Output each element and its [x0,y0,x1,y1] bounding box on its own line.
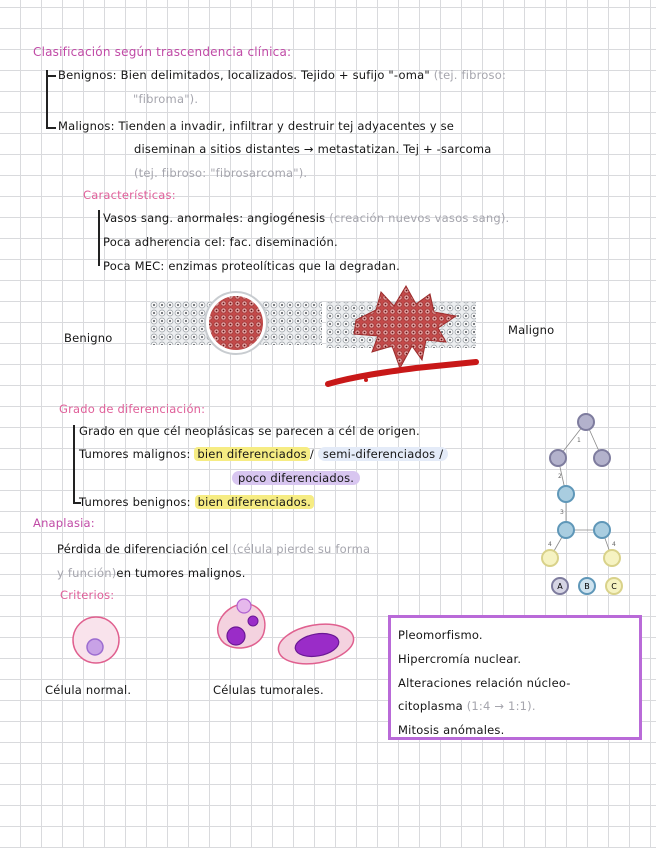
node-differentiated-2 [604,550,620,566]
malignos-text-2a: diseminan a sitios distantes [134,142,301,156]
node-stem-cell [578,414,594,430]
section-heading-clasificacion: Clasificación según trascendencia clínica: [33,45,292,59]
diferenciacion-line-3 [232,471,360,485]
caract-text-1: Vasos sang. anormales: angiogénesis [103,211,326,225]
legend-label-a: A [557,582,563,591]
benign-tumor-illustration [150,293,322,353]
tumores-benignos-label: Tumores benignos: [79,495,191,509]
diferenciacion-line-1: Grado en que cél neoplásicas se parecen a cél de origen. [79,424,420,438]
highlight-semi-diferenciados: semi-diferenciados / [318,447,449,461]
bracket-tick [46,127,56,129]
node-differentiated-1 [542,550,558,566]
anaplasia-note-1: (célula pierde su forma [232,542,371,556]
malignos-label: Malignos: [58,119,115,133]
anaplasia-text-2: en tumores malignos. [116,566,246,580]
arrow-icon: → [303,142,314,156]
node-intermediate [558,486,574,502]
caracteristicas-item-3: Poca MEC: enzimas proteolíticas que la degradan. [103,259,400,273]
separator: / [309,447,314,461]
tumores-malignos-label: Tumores malignos: [79,447,191,461]
caract-note-1: (creación nuevos vasos sang). [329,211,510,225]
node-intermediate-2 [558,522,574,538]
diferenciacion-line-4 [79,495,314,509]
bracket-line [46,70,48,128]
benignos-text: Bien delimitados, localizados. Tejido + sufijo "-oma" [120,68,430,82]
criteria-text-4: citoplasma [398,699,463,713]
benignos-note-cont: "fibroma"). [133,92,199,106]
benignos-note: (tej. fibroso: [433,68,507,82]
edge-number: 3 [560,509,564,516]
bracket-line [73,425,75,503]
tumor-cells-illustration [206,594,356,672]
anaplasia-text-1: Pérdida de diferenciación cel [57,542,229,556]
normal-cell-illustration [70,614,122,666]
anaplasia-heading: Anaplasia: [33,516,95,530]
caracteristicas-heading: Características: [83,188,176,202]
benignos-label: Benignos: [58,68,117,82]
malignos-note: (tej. fibroso: "fibrosarcoma"). [134,166,308,180]
benignos-line [58,68,506,82]
cell-normal-label: Célula normal. [45,683,132,697]
criteria-item-1: Pleomorfismo. [398,628,483,642]
differentiation-tree-diagram [540,410,640,600]
tree-nodes [542,414,620,566]
malignos-line1 [58,119,454,133]
edge-number: 4 [612,541,616,548]
criterios-heading: Criterios: [60,588,115,602]
diferenciacion-heading: Grado de diferenciación: [59,402,206,416]
highlight-bien-diferenciados-2: bien diferenciados. [195,495,314,509]
anaplasia-note-2: y función) [57,566,117,580]
edge-number: 2 [558,473,562,480]
malignos-text-2b: metastatizan. Tej + -sarcoma [317,142,492,156]
bracket-tick [46,75,56,77]
highlight-poco-diferenciados: poco diferenciados. [232,471,360,485]
criteria-item-3: Alteraciones relación núcleo- [398,676,571,690]
legend-label-b: B [584,582,590,591]
node-progenitor-2 [594,450,610,466]
anaplasia-line-2 [57,566,246,580]
criteria-item-4 [398,699,536,713]
bracket-line [98,210,100,266]
edge-number: 4 [548,541,552,548]
edge-number: 1 [577,437,581,444]
legend-label-c: C [611,582,617,591]
anaplasia-line-1 [57,542,370,556]
diferenciacion-line-2 [79,447,448,461]
malign-tumor-illustration [326,280,476,390]
criteria-item-2: Hipercromía nuclear. [398,652,522,666]
cell-tumor-label: Células tumorales. [213,683,324,697]
caracteristicas-item-1 [103,211,509,225]
node-intermediate-3 [594,522,610,538]
malignos-line2 [134,142,492,156]
criteria-item-5: Mitosis anómales. [398,723,505,737]
malign-label: Maligno [508,323,555,337]
benign-label: Benigno [64,331,113,345]
criteria-ratio: (1:4 → 1:1). [466,699,536,713]
node-progenitor-1 [550,450,566,466]
highlight-bien-diferenciados: bien diferenciados [194,447,309,461]
malignos-text-1: Tienden a invadir, infiltrar y destruir tej adyacentes y se [118,119,455,133]
caracteristicas-item-2: Poca adherencia cel: fac. diseminación. [103,235,338,249]
